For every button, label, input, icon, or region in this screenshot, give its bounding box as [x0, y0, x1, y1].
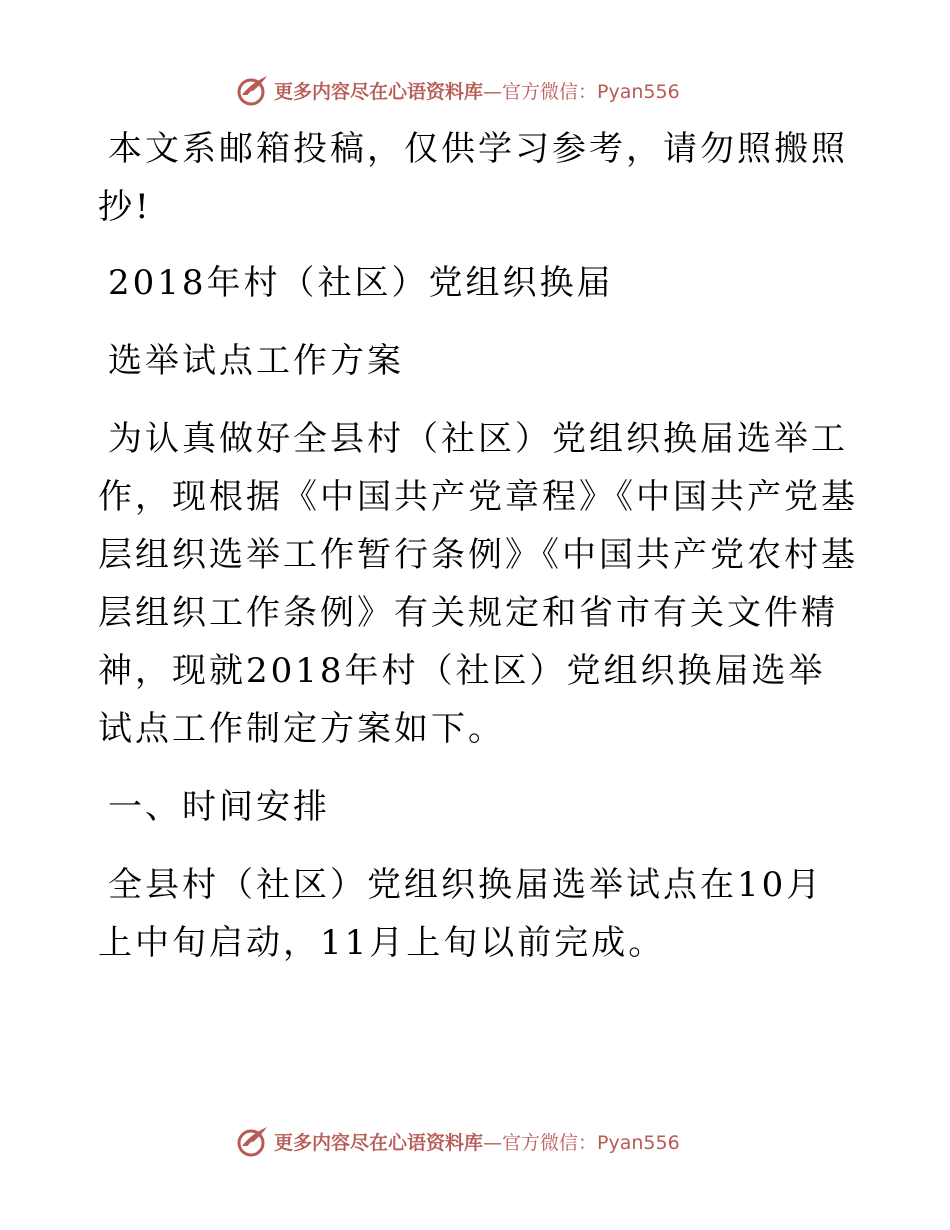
watermark-text-contact: —官方微信：Pyan556 [483, 1131, 680, 1154]
disclaimer-paragraph: 本文系邮箱投稿，仅供学习参考，请勿照搬照抄! [98, 129, 848, 227]
watermark-text-primary: 更多内容尽在心语资料库 [274, 1131, 484, 1154]
intro-paragraph: 为认真做好全县村（社区）党组织换届选举工作，现根据《中国共产党章程》《中国共产党基层组织选举工作暂行条例》《中国共产党农村基层组织工作条例》有关规定和省市有关文件精神，现就2018年村（社区）党组织换届选举试点工作制定方案如下。 [98, 419, 858, 749]
footer-watermark [236, 1123, 680, 1159]
document-body [98, 120, 858, 992]
quill-logo-icon [236, 73, 270, 107]
header-watermark [236, 72, 680, 108]
watermark-text-contact: —官方微信：Pyan556 [483, 80, 680, 103]
section-heading-schedule: 一、时间安排 [108, 787, 330, 827]
schedule-paragraph: 全县村（社区）党组织换届选举试点在10月上中旬启动，11月上旬以前完成。 [98, 865, 824, 963]
document-title-line-1: 2018年村（社区）党组织换届 [108, 263, 614, 303]
quill-logo-icon [236, 1124, 270, 1158]
watermark-text-primary: 更多内容尽在心语资料库 [274, 80, 484, 103]
document-title-line-2: 选举试点工作方案 [108, 341, 404, 381]
